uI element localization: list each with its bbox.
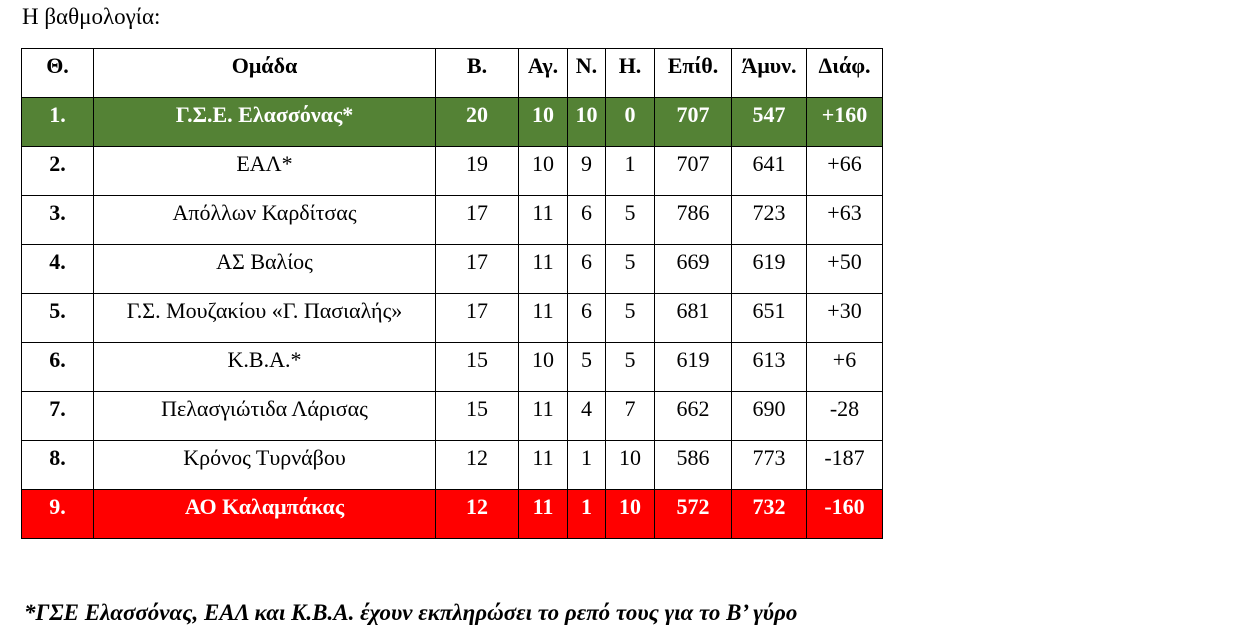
cell-difference: -28 [807,392,883,441]
cell-wins: 6 [568,196,606,245]
cell-team: ΕΑΛ* [94,147,436,196]
cell-wins: 4 [568,392,606,441]
column-header-wins: Ν. [568,49,606,98]
table-header-row [22,49,883,98]
cell-points-against: 651 [732,294,807,343]
page-heading: Η βαθμολογία: [22,4,161,29]
cell-team: Πελασγιώτιδα Λάρισας [94,392,436,441]
cell-points-against: 723 [732,196,807,245]
cell-games: 11 [519,392,568,441]
cell-points-for: 707 [655,147,732,196]
cell-losses: 10 [606,490,655,539]
cell-points: 19 [436,147,519,196]
cell-team: Κ.Β.Α.* [94,343,436,392]
cell-points: 20 [436,98,519,147]
table-row [22,392,883,441]
cell-difference: +160 [807,98,883,147]
column-header-games: Αγ. [519,49,568,98]
cell-points: 17 [436,196,519,245]
cell-points-for: 707 [655,98,732,147]
cell-games: 10 [519,147,568,196]
table-row [22,147,883,196]
cell-wins: 10 [568,98,606,147]
cell-wins: 1 [568,441,606,490]
cell-difference: +6 [807,343,883,392]
cell-points-for: 586 [655,441,732,490]
cell-points: 15 [436,392,519,441]
cell-losses: 1 [606,147,655,196]
cell-team: ΑΟ Καλαμπάκας [94,490,436,539]
cell-games: 10 [519,343,568,392]
footnote: *ΓΣΕ Ελασσόνας, ΕΑΛ και Κ.Β.Α. έχουν εκπληρώσει το ρεπό τους για το Β’ γύρο [24,600,798,625]
cell-difference: -160 [807,490,883,539]
cell-points: 12 [436,441,519,490]
cell-games: 11 [519,196,568,245]
cell-team: Γ.Σ. Μουζακίου «Γ. Πασιαλής» [94,294,436,343]
column-header-points-for: Επίθ. [655,49,732,98]
cell-points-against: 547 [732,98,807,147]
cell-points-for: 669 [655,245,732,294]
cell-points-for: 681 [655,294,732,343]
cell-points-against: 773 [732,441,807,490]
table-row [22,343,883,392]
cell-games: 11 [519,490,568,539]
cell-losses: 5 [606,245,655,294]
cell-difference: -187 [807,441,883,490]
cell-team: Απόλλων Καρδίτσας [94,196,436,245]
cell-wins: 1 [568,490,606,539]
cell-position: 4. [22,245,94,294]
cell-losses: 5 [606,294,655,343]
table-row [22,441,883,490]
cell-points-for: 786 [655,196,732,245]
cell-wins: 6 [568,294,606,343]
cell-position: 6. [22,343,94,392]
cell-points: 17 [436,294,519,343]
cell-points-against: 641 [732,147,807,196]
cell-position: 7. [22,392,94,441]
table-row [22,245,883,294]
cell-difference: +30 [807,294,883,343]
cell-team: ΑΣ Βαλίος [94,245,436,294]
table-row [22,294,883,343]
cell-position: 9. [22,490,94,539]
cell-position: 1. [22,98,94,147]
column-header-losses: Η. [606,49,655,98]
cell-difference: +66 [807,147,883,196]
column-header-points: Β. [436,49,519,98]
table-row [22,196,883,245]
cell-difference: +63 [807,196,883,245]
cell-difference: +50 [807,245,883,294]
cell-points-for: 619 [655,343,732,392]
cell-losses: 5 [606,343,655,392]
cell-wins: 9 [568,147,606,196]
column-header-position: Θ. [22,49,94,98]
cell-position: 2. [22,147,94,196]
cell-team: Κρόνος Τυρνάβου [94,441,436,490]
cell-points-against: 690 [732,392,807,441]
column-header-points-against: Άμυν. [732,49,807,98]
cell-points: 17 [436,245,519,294]
cell-points: 12 [436,490,519,539]
cell-points: 15 [436,343,519,392]
cell-position: 5. [22,294,94,343]
column-header-team: Ομάδα [94,49,436,98]
cell-position: 8. [22,441,94,490]
cell-position: 3. [22,196,94,245]
cell-games: 11 [519,245,568,294]
cell-games: 10 [519,98,568,147]
cell-losses: 10 [606,441,655,490]
cell-points-for: 572 [655,490,732,539]
cell-points-against: 619 [732,245,807,294]
cell-points-for: 662 [655,392,732,441]
cell-losses: 7 [606,392,655,441]
cell-games: 11 [519,441,568,490]
cell-points-against: 732 [732,490,807,539]
table-row [22,490,883,539]
column-header-difference: Διάφ. [807,49,883,98]
cell-team: Γ.Σ.Ε. Ελασσόνας* [94,98,436,147]
cell-points-against: 613 [732,343,807,392]
cell-games: 11 [519,294,568,343]
cell-losses: 5 [606,196,655,245]
cell-wins: 5 [568,343,606,392]
table-row [22,98,883,147]
cell-losses: 0 [606,98,655,147]
standings-table [21,48,883,539]
cell-wins: 6 [568,245,606,294]
